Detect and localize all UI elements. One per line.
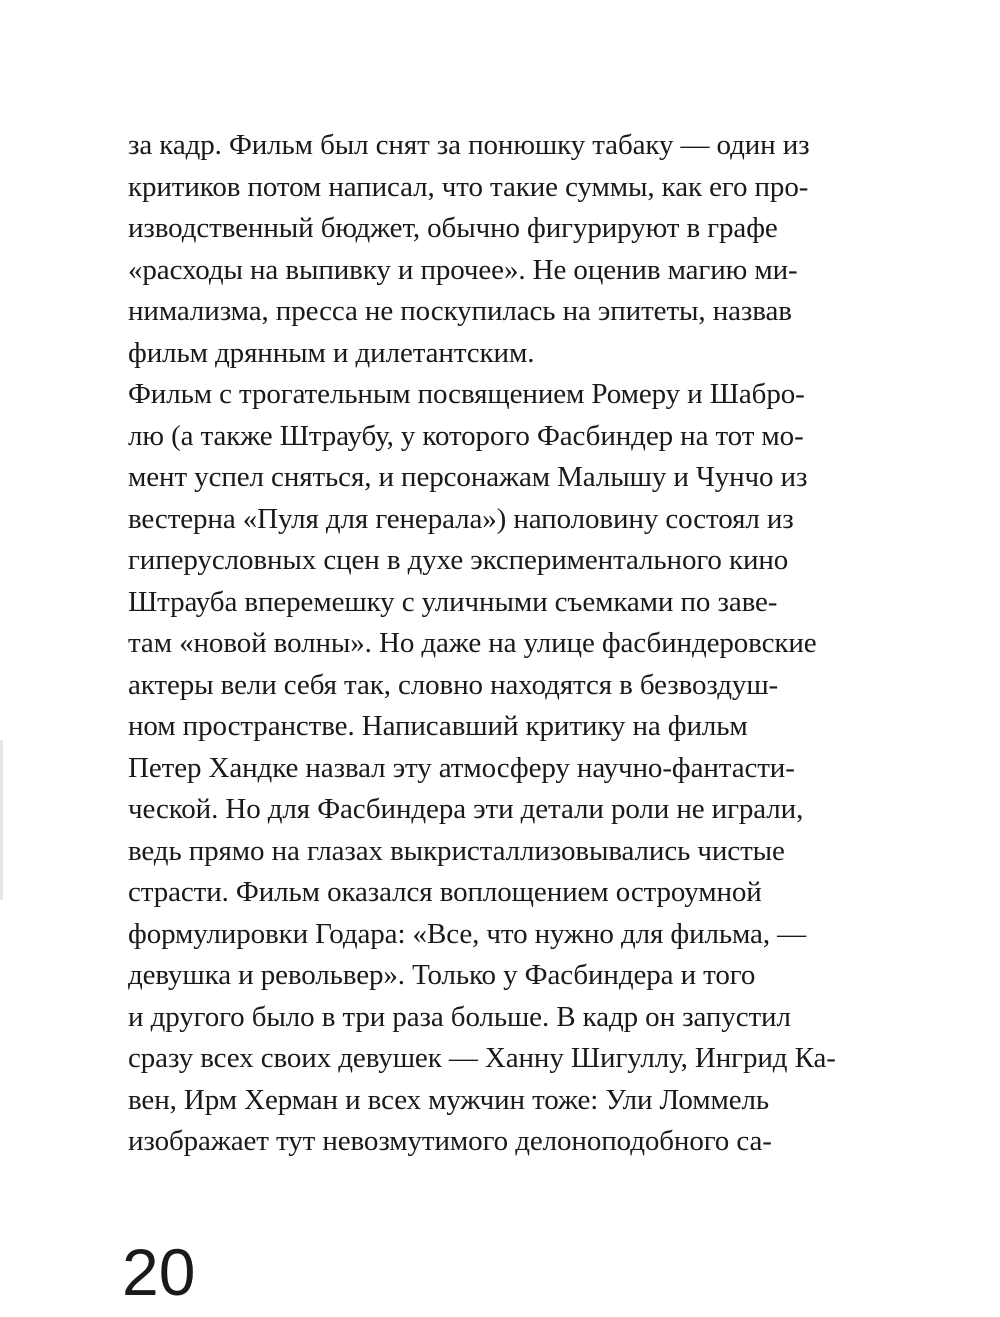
text-line: лю (а также Штраубу, у которого Фасбиндер на тот мо- xyxy=(128,419,804,452)
text-line: актеры вели себя так, словно находятся в безвоздуш- xyxy=(128,668,779,701)
text-line: вен, Ирм Херман и всех мужчин тоже: Ули Ломмель xyxy=(128,1083,769,1116)
text-line: мент успел сняться, и персонажам Малышу и Чунчо из xyxy=(128,461,808,493)
text-line: критиков потом написал, что такие суммы, как его про- xyxy=(128,170,809,203)
text-line: сразу всех своих девушек — Ханну Шигуллу, Ингрид Ка- xyxy=(128,1042,836,1074)
text-line: Фильм с трогательным посвящением Ромеру и Шабро- xyxy=(128,378,805,410)
text-line: «расходы на выпивку и прочее». Не оценив магию ми- xyxy=(128,253,798,286)
text-line: нимализма, пресса не поскупилась на эпитеты, назвав xyxy=(128,295,792,327)
text-line: гиперусловных сцен в духе экспериментального кино xyxy=(128,544,789,576)
text-line: за кадр. Фильм был снят за понюшку табаку — один из xyxy=(128,129,810,161)
body-text xyxy=(128,125,868,1163)
text-line: ведь прямо на глазах выкристаллизовывались чистые xyxy=(128,834,785,867)
text-line: там «новой волны». Но даже на улице фасбиндеровские xyxy=(128,627,817,659)
text-line: фильм дрянным и дилетантским. xyxy=(128,336,535,369)
text-line: девушка и револьвер». Только у Фасбиндера и того xyxy=(128,959,756,991)
text-line: Петер Хандке назвал эту атмосферу научно-фантасти- xyxy=(128,751,795,784)
text-line: ческой. Но для Фасбиндера эти детали роли не играли, xyxy=(128,793,804,825)
page-number: 20 xyxy=(122,1235,196,1309)
text-line: страсти. Фильм оказался воплощением остроумной xyxy=(128,876,762,908)
text-line: изводственный бюджет, обычно фигурируют в графе xyxy=(128,212,778,244)
text-line: ном пространстве. Написавший критику на фильм xyxy=(128,710,748,742)
text-line: изображает тут невозмутимого делоноподобного са- xyxy=(128,1125,772,1157)
page-edge-shadow xyxy=(0,740,3,900)
text-line: Штрауба вперемешку с уличными съемками по заве- xyxy=(128,585,778,618)
text-line: формулировки Годара: «Все, что нужно для фильма, — xyxy=(128,917,807,950)
text-line: вестерна «Пуля для генерала») наполовину состоял из xyxy=(128,502,794,535)
text-line: и другого было в три раза больше. В кадр он запустил xyxy=(128,1000,791,1033)
